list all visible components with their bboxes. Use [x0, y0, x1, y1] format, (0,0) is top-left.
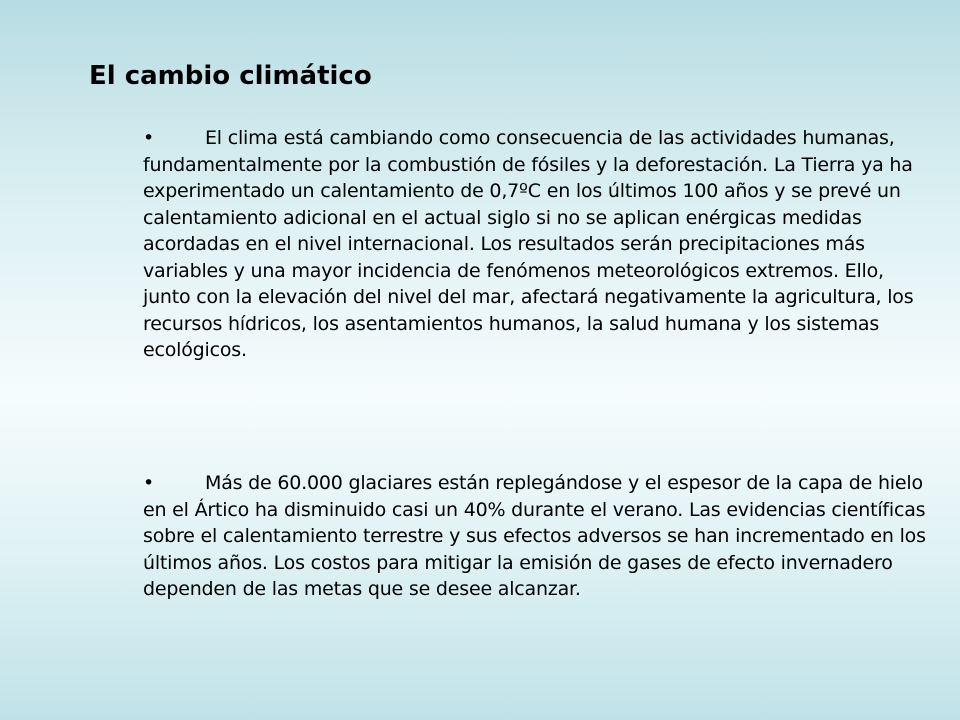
bullet-item-climate-change	[143, 125, 933, 364]
bullet-icon: •	[143, 472, 155, 494]
bullet-icon: •	[143, 127, 155, 149]
bullet-text: Más de 60.000 glaciares están replegándose y el espesor de la capa de hielo en el Ártico ha disminuido casi un 40% durante el verano. Las evidencias científicas sobre el calentamiento terrestre y sus efectos adversos se han incrementado en los últimos años. Los costos para mitigar la emisión de gases de efecto invernadero dependen de las metas que se desee alcanzar.	[143, 472, 926, 600]
bullet-item-glaciers	[143, 470, 933, 603]
bullet-text: El clima está cambiando como consecuencia de las actividades humanas, fundamentalmente por la combustión de fósiles y la deforestación. La Tierra ya ha experimentado un calentamiento de 0,7ºC en los últimos 100 años y se prevé un calentamiento adicional en el actual siglo si no se aplican enérgicas medidas acordadas en el nivel internacional. Los resultados serán precipitaciones más variables y una mayor incidencia de fenómenos meteorológicos extremos. Ello, junto con la elevación del nivel del mar, afectará negativamente la agricultura, los recursos hídricos, los asentamientos humanos, la salud humana y los sistemas ecológicos.	[143, 127, 914, 361]
slide-title: El cambio climático	[89, 61, 372, 91]
